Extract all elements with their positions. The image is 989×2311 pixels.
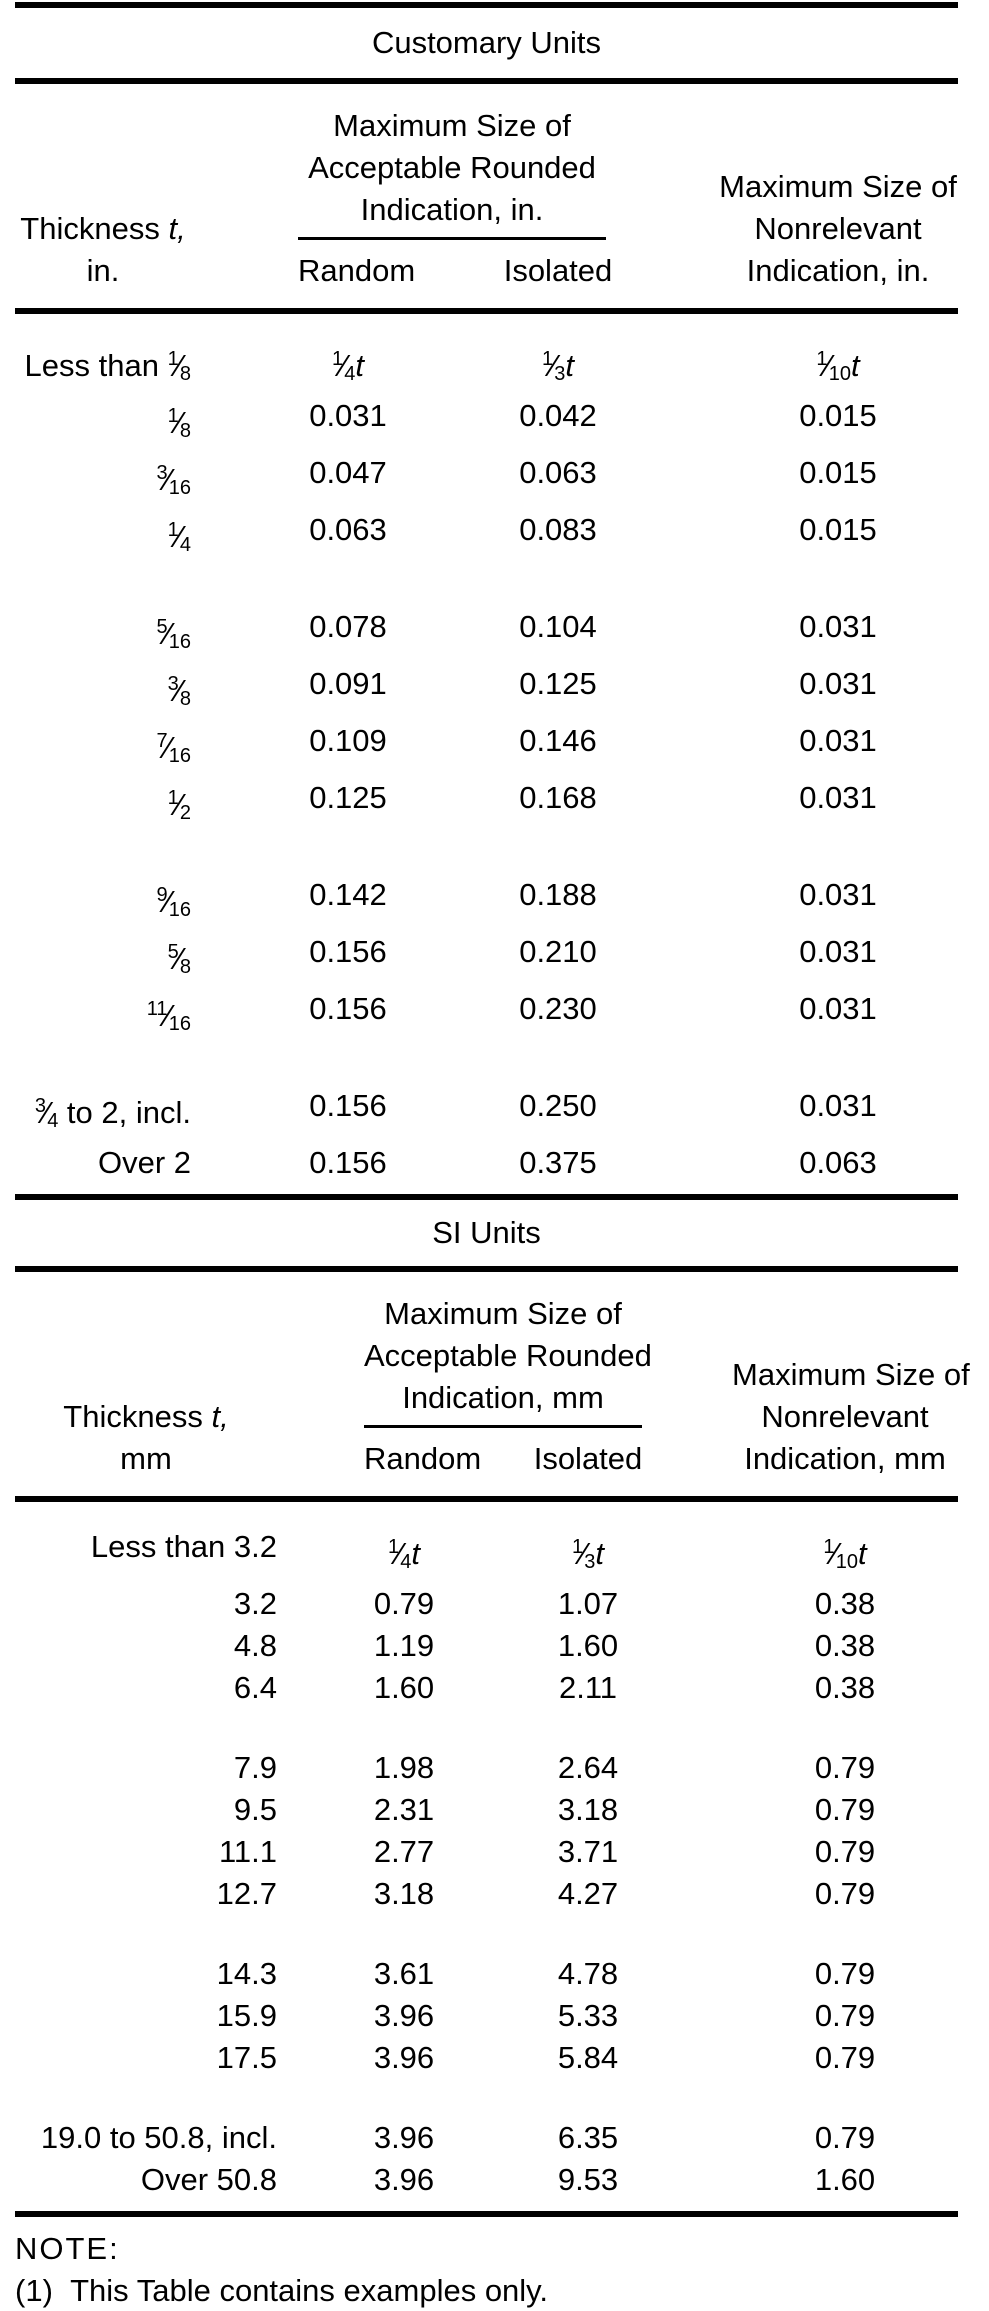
value-cell: 9.53 xyxy=(557,2162,619,2197)
fraction: $^1⁄_4$ xyxy=(331,348,356,385)
bottom-rule xyxy=(15,2211,958,2217)
value-cell: $^1⁄_{10}t$ xyxy=(823,1536,867,1573)
customary-units-table xyxy=(15,8,958,1194)
thickness-cell xyxy=(15,777,298,834)
value-cell: 1.98 xyxy=(373,1750,435,1785)
thickness-cell: $^3⁄_4$ to 2, incl. xyxy=(34,1095,191,1132)
nonrelevant-header-line1: Maximum Size of xyxy=(719,169,957,204)
table-row xyxy=(15,1831,958,1873)
fraction: $^1⁄_2$ xyxy=(167,787,191,824)
acceptable-rounded-header-group xyxy=(364,1293,732,1480)
thickness-cell: Less than $^1⁄_8$ xyxy=(24,348,191,385)
note-label: NOTE: xyxy=(15,2231,120,2266)
fraction: $^1⁄_3$ xyxy=(541,348,566,385)
value-cell: 0.015 xyxy=(799,455,877,490)
value-cell: 1.60 xyxy=(557,1628,619,1663)
thickness-header-line2: mm xyxy=(120,1441,172,1476)
value-cell: 3.96 xyxy=(373,1998,435,2033)
thickness-cell: 14.3 xyxy=(216,1956,277,1991)
table-row xyxy=(15,1789,958,1831)
value-cell: 2.11 xyxy=(558,1670,618,1705)
table-row xyxy=(15,395,958,452)
value-cell: 0.79 xyxy=(814,1834,876,1869)
table-title: Customary Units xyxy=(371,25,602,60)
random-column-header: Random xyxy=(364,1441,482,1476)
value-cell: $^1⁄_4t$ xyxy=(331,348,365,385)
fraction: $^{11}⁄_{16}$ xyxy=(146,998,191,1035)
nonrelevant-header-line2: Nonrelevant xyxy=(754,211,922,246)
row-group xyxy=(15,1526,958,1709)
span-header-line2: Acceptable Rounded xyxy=(364,1338,652,1373)
fraction: $^9⁄_{16}$ xyxy=(156,884,191,921)
table-row xyxy=(15,606,958,663)
row-group xyxy=(15,606,958,834)
thickness-cell xyxy=(15,452,298,509)
value-cell: 0.031 xyxy=(799,666,877,701)
value-cell: 0.79 xyxy=(814,1998,876,2033)
value-cell: 0.031 xyxy=(799,877,877,912)
value-cell: 0.125 xyxy=(309,780,387,815)
thickness-cell: 12.7 xyxy=(216,1876,277,1911)
value-cell: 0.250 xyxy=(519,1088,597,1123)
nonrelevant-header-line2: Nonrelevant xyxy=(761,1399,929,1434)
value-cell: 0.156 xyxy=(309,991,387,1026)
fraction: $^1⁄_{10}$ xyxy=(816,348,851,385)
value-cell: $^1⁄_3t$ xyxy=(541,348,575,385)
value-cell: 3.96 xyxy=(373,2040,435,2075)
customary-table-body xyxy=(15,314,958,1194)
value-cell: 0.083 xyxy=(519,512,597,547)
value-cell: 3.18 xyxy=(557,1792,619,1827)
thickness-cell xyxy=(15,395,298,452)
fraction: $^1⁄_{10}$ xyxy=(823,1536,858,1573)
value-cell: 0.104 xyxy=(519,609,597,644)
table-row xyxy=(15,931,958,988)
value-cell: 0.79 xyxy=(373,1586,435,1621)
value-cell: 3.18 xyxy=(373,1876,435,1911)
value-cell: 5.84 xyxy=(557,2040,619,2075)
table-row xyxy=(15,1526,958,1583)
customary-table-header xyxy=(15,84,958,308)
thickness-cell: Over 2 xyxy=(97,1145,191,1180)
value-cell: 0.142 xyxy=(309,877,387,912)
value-cell: $^1⁄_4t$ xyxy=(387,1536,421,1573)
row-group xyxy=(15,1953,958,2079)
value-cell: 3.61 xyxy=(373,1956,435,1991)
fraction: $^1⁄_8$ xyxy=(167,405,191,442)
table-row xyxy=(15,509,958,566)
value-cell: 0.091 xyxy=(309,666,387,701)
thickness-column-header xyxy=(15,1396,364,1480)
value-cell: 0.146 xyxy=(519,723,597,758)
nonrelevant-header-line3: Indication, in. xyxy=(746,253,930,288)
acceptable-rounded-header-group xyxy=(298,105,718,292)
thickness-cell: 19.0 to 50.8, incl. xyxy=(40,2120,277,2155)
fraction: $^1⁄_4$ xyxy=(167,519,191,556)
table-row xyxy=(15,720,958,777)
isolated-column-header: Isolated xyxy=(533,1441,643,1476)
thickness-cell: 7.9 xyxy=(233,1750,277,1785)
fraction: $^5⁄_{16}$ xyxy=(156,616,191,653)
value-cell: 0.031 xyxy=(799,723,877,758)
table-row xyxy=(15,1142,958,1184)
value-cell: 4.78 xyxy=(557,1956,619,1991)
value-cell: 0.79 xyxy=(814,2120,876,2155)
value-cell: 0.125 xyxy=(519,666,597,701)
table-row xyxy=(15,1583,958,1625)
thickness-cell: 17.5 xyxy=(216,2040,277,2075)
value-cell: 0.078 xyxy=(309,609,387,644)
si-units-table xyxy=(15,1200,970,2211)
value-cell: 2.31 xyxy=(373,1792,435,1827)
thickness-cell: Over 50.8 xyxy=(140,2162,277,2197)
thickness-header-line1: Thickness t, xyxy=(63,1399,229,1434)
value-cell: 0.79 xyxy=(814,2040,876,2075)
value-cell: 4.27 xyxy=(557,1876,619,1911)
table-row xyxy=(15,1995,958,2037)
value-cell: 5.33 xyxy=(557,1998,619,2033)
table-row xyxy=(15,1873,958,1915)
value-cell: 0.79 xyxy=(814,1876,876,1911)
thickness-header-line1: Thickness t, xyxy=(20,211,186,246)
value-cell: 0.79 xyxy=(814,1750,876,1785)
table-row xyxy=(15,1625,958,1667)
value-cell: 0.063 xyxy=(799,1145,877,1180)
thickness-cell: 11.1 xyxy=(218,1834,277,1869)
fraction: $^3⁄_4$ xyxy=(34,1095,59,1132)
table-row xyxy=(15,338,958,395)
value-cell: 0.375 xyxy=(519,1145,597,1180)
span-header-line1: Maximum Size of xyxy=(384,1296,622,1331)
value-cell: 1.60 xyxy=(814,2162,876,2197)
note-item: (1) This Table contains examples only. xyxy=(15,2273,548,2308)
thickness-cell: 4.8 xyxy=(233,1628,277,1663)
nonrelevant-column-header xyxy=(718,166,958,292)
value-cell: 0.38 xyxy=(814,1586,876,1621)
value-cell: 0.031 xyxy=(799,1088,877,1123)
isolated-column-header: Isolated xyxy=(503,253,613,288)
value-cell: 0.156 xyxy=(309,1088,387,1123)
table-row xyxy=(15,663,958,720)
value-cell: 0.042 xyxy=(519,398,597,433)
acceptable-rounded-header xyxy=(364,1293,652,1428)
table-row xyxy=(15,777,958,834)
value-cell: 0.015 xyxy=(799,398,877,433)
value-cell: 2.77 xyxy=(373,1834,435,1869)
value-cell: 0.063 xyxy=(309,512,387,547)
value-cell: 0.230 xyxy=(519,991,597,1026)
value-cell: 0.047 xyxy=(309,455,387,490)
sub-header-row xyxy=(364,1428,732,1480)
value-cell: $^1⁄_{10}t$ xyxy=(816,348,860,385)
table-title: SI Units xyxy=(432,1215,541,1250)
nonrelevant-header-line1: Maximum Size of xyxy=(732,1357,970,1392)
table-row xyxy=(15,988,958,1045)
fraction: $^1⁄_3$ xyxy=(571,1536,596,1573)
fraction: $^3⁄_8$ xyxy=(167,673,191,710)
table-row xyxy=(15,2037,958,2079)
si-title-row xyxy=(15,1200,958,1266)
span-header-line3: Indication, mm xyxy=(402,1380,604,1415)
table-row xyxy=(15,874,958,931)
value-cell: 2.64 xyxy=(557,1750,619,1785)
fraction: $^7⁄_{16}$ xyxy=(156,730,191,767)
thickness-cell xyxy=(15,988,298,1045)
value-cell: 0.188 xyxy=(519,877,597,912)
table-row xyxy=(15,2159,958,2201)
value-cell: 3.96 xyxy=(373,2162,435,2197)
value-cell: 0.210 xyxy=(519,934,597,969)
thickness-cell: 15.9 xyxy=(216,1998,277,2033)
sub-header-row xyxy=(298,240,718,292)
value-cell: 0.031 xyxy=(799,609,877,644)
value-cell: 0.109 xyxy=(309,723,387,758)
value-cell: 1.07 xyxy=(557,1586,619,1621)
fraction: $^1⁄_4$ xyxy=(387,1536,412,1573)
span-header-line3: Indication, in. xyxy=(360,192,544,227)
thickness-header-line2: in. xyxy=(86,253,120,288)
value-cell: 0.031 xyxy=(799,780,877,815)
fraction: $^1⁄_8$ xyxy=(167,348,191,385)
value-cell: 0.38 xyxy=(814,1628,876,1663)
value-cell: 1.60 xyxy=(373,1670,435,1705)
row-group xyxy=(15,1747,958,1915)
thickness-column-header xyxy=(15,208,298,292)
table-row xyxy=(15,1747,958,1789)
thickness-cell xyxy=(15,606,298,663)
nonrelevant-column-header xyxy=(732,1354,970,1480)
thickness-cell xyxy=(15,720,298,777)
note-section xyxy=(15,2229,958,2311)
thickness-cell xyxy=(15,931,298,988)
si-table-header xyxy=(15,1272,970,1496)
value-cell: 1.19 xyxy=(373,1628,435,1663)
thickness-cell: 6.4 xyxy=(233,1670,277,1705)
value-cell: 0.015 xyxy=(799,512,877,547)
value-cell: 0.168 xyxy=(519,780,597,815)
value-cell: 3.96 xyxy=(373,2120,435,2155)
row-group xyxy=(15,338,958,566)
value-cell: 0.79 xyxy=(814,1956,876,1991)
thickness-cell: 9.5 xyxy=(233,1792,277,1827)
fraction: $^5⁄_8$ xyxy=(167,941,191,978)
value-cell: 3.71 xyxy=(557,1834,619,1869)
thickness-cell xyxy=(15,663,298,720)
value-cell: 6.35 xyxy=(557,2120,619,2155)
thickness-cell: 3.2 xyxy=(233,1586,277,1621)
thickness-cell xyxy=(15,509,298,566)
value-cell: 0.063 xyxy=(519,455,597,490)
span-header-line1: Maximum Size of xyxy=(333,108,571,143)
row-group xyxy=(15,2117,958,2201)
table-row xyxy=(15,1085,958,1142)
customary-title-row xyxy=(15,8,958,78)
random-column-header: Random xyxy=(298,253,416,288)
value-cell: 0.38 xyxy=(814,1670,876,1705)
nonrelevant-header-line3: Indication, mm xyxy=(744,1441,946,1476)
table-row xyxy=(15,452,958,509)
value-cell: 0.156 xyxy=(309,1145,387,1180)
table-row xyxy=(15,2117,958,2159)
acceptable-rounded-header xyxy=(298,105,606,240)
row-group xyxy=(15,874,958,1045)
thickness-cell: Less than 3.2 xyxy=(90,1529,277,1564)
value-cell: 0.79 xyxy=(814,1792,876,1827)
value-cell: 0.156 xyxy=(309,934,387,969)
table-row xyxy=(15,1667,958,1709)
value-cell: 0.031 xyxy=(799,991,877,1026)
row-group xyxy=(15,1085,958,1184)
fraction: $^3⁄_{16}$ xyxy=(156,462,191,499)
span-header-line2: Acceptable Rounded xyxy=(308,150,596,185)
table-row xyxy=(15,1953,958,1995)
thickness-cell xyxy=(15,874,298,931)
si-table-body xyxy=(15,1502,958,2211)
value-cell: 0.031 xyxy=(799,934,877,969)
value-cell: $^1⁄_3t$ xyxy=(571,1536,605,1573)
value-cell: 0.031 xyxy=(309,398,387,433)
